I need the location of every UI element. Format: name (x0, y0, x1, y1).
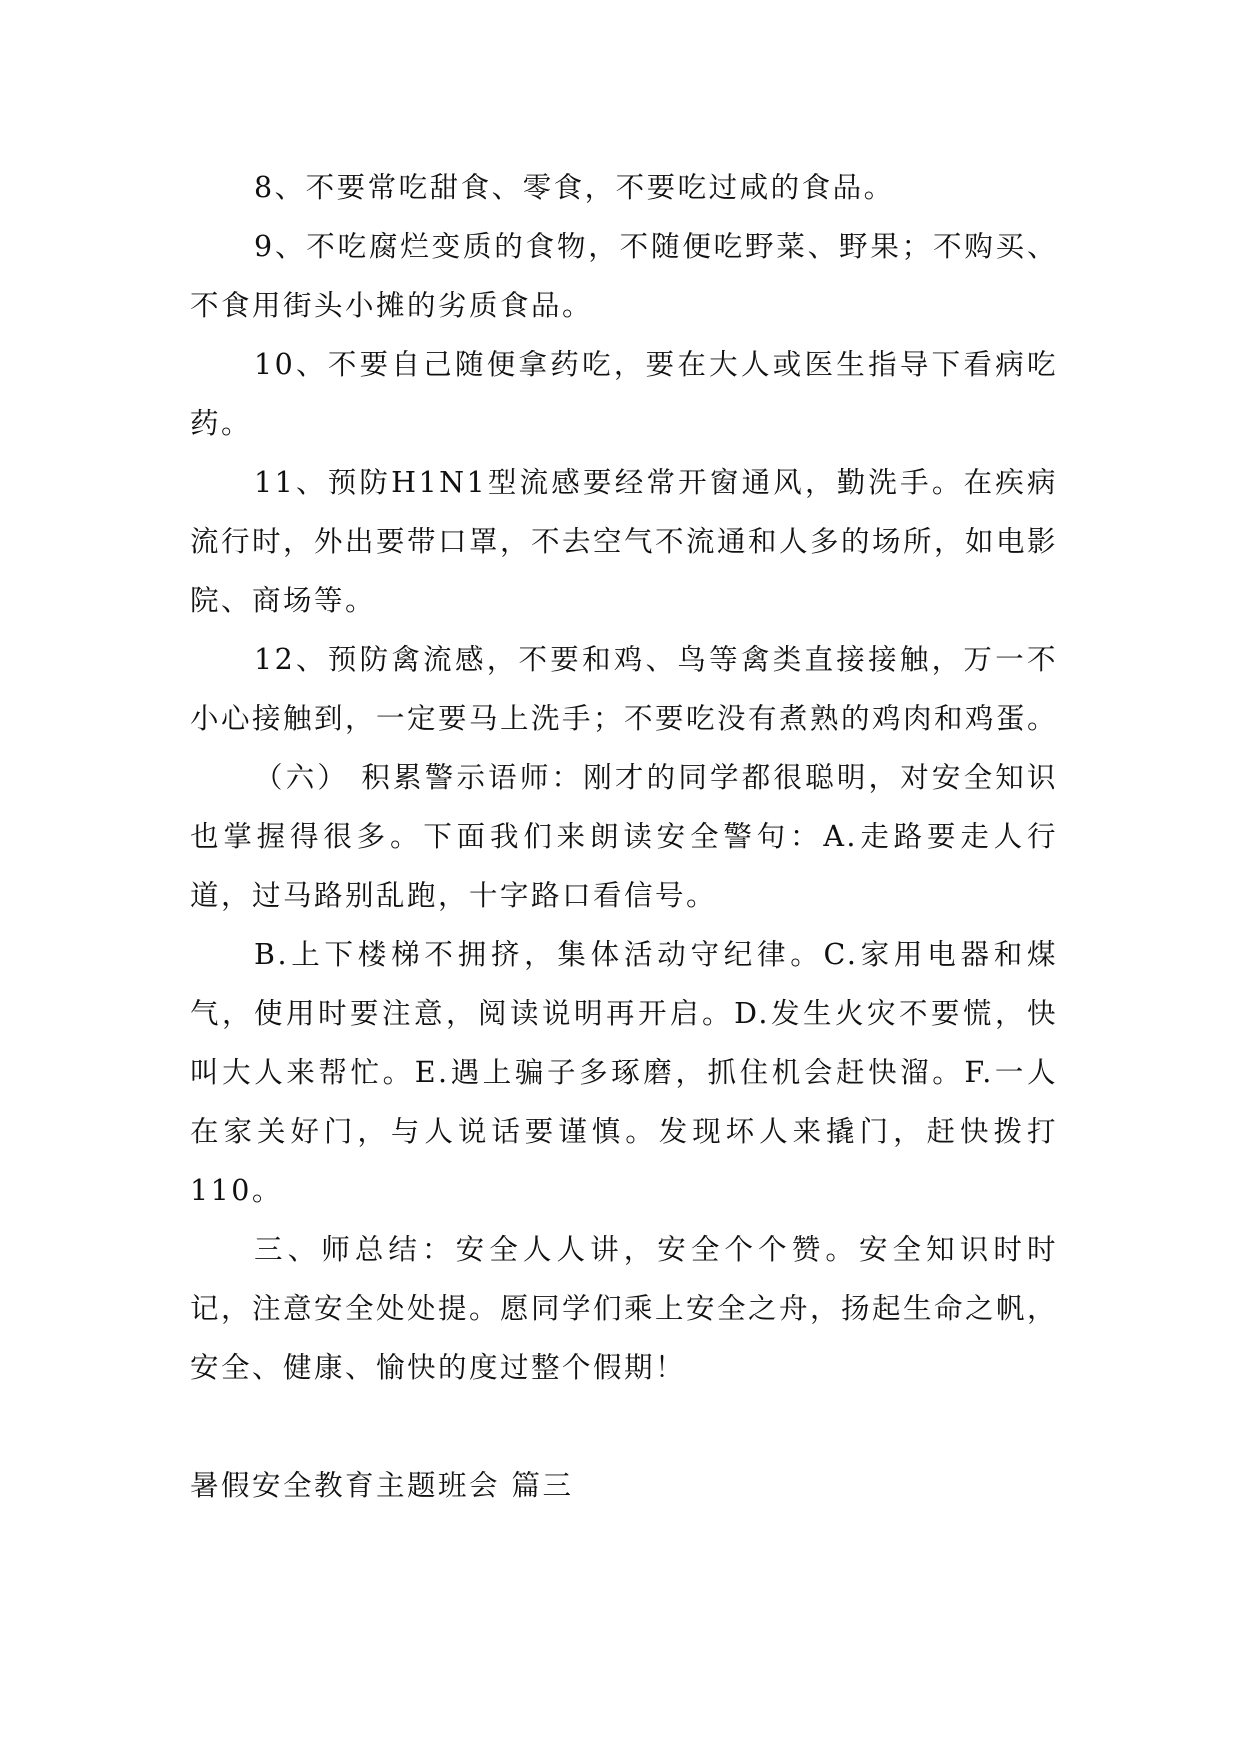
paragraph-item-10: 10、不要自己随便拿药吃，要在大人或医生指导下看病吃药。 (190, 348, 1058, 440)
paragraph-item-11: 11、预防H1N1型流感要经常开窗通风，勤洗手。在疾病流行时，外出要带口罩，不去空气不流通和人多的场所，如电影院、商场等。 (190, 466, 1059, 617)
paragraph-slogan-list: B.上下楼梯不拥挤，集体活动守纪律。C.家用电器和煤气，使用时要注意，阅读说明再开启。D.发生火灾不要慌，快叫大人来帮忙。E.遇上骗子多琢磨，抓住机会赶快溜。F.一人在家关好门，与人说话要谨慎。发现坏人来撬门，赶快拨打110。 (190, 938, 1058, 1207)
paragraph-item-8: 8、不要常吃甜食、零食，不要吃过咸的食品。 (254, 171, 895, 204)
paragraph-warning-slogans: （六） 积累警示语师：刚才的同学都很聪明，对安全知识也掌握得很多。下面我们来朗读安全警句：A.走路要走人行道，过马路别乱跑，十字路口看信号。 (190, 761, 1058, 912)
paragraph-item-9: 9、不吃腐烂变质的食物，不随便吃野菜、野果；不购买、不食用街头小摊的劣质食品。 (190, 230, 1058, 322)
section-heading: 暑假安全教育主题班会 篇三 (190, 1469, 574, 1502)
paragraph-teacher-summary: 三、师总结：安全人人讲，安全个个赞。安全知识时时记，注意安全处处提。愿同学们乘上安全之舟，扬起生命之帆，安全、健康、愉快的度过整个假期！ (190, 1233, 1059, 1384)
document-body (190, 158, 1058, 1515)
paragraph-item-12: 12、预防禽流感，不要和鸡、鸟等禽类直接接触，万一不小心接触到，一定要马上洗手；不要吃没有煮熟的鸡肉和鸡蛋。 (190, 643, 1059, 735)
